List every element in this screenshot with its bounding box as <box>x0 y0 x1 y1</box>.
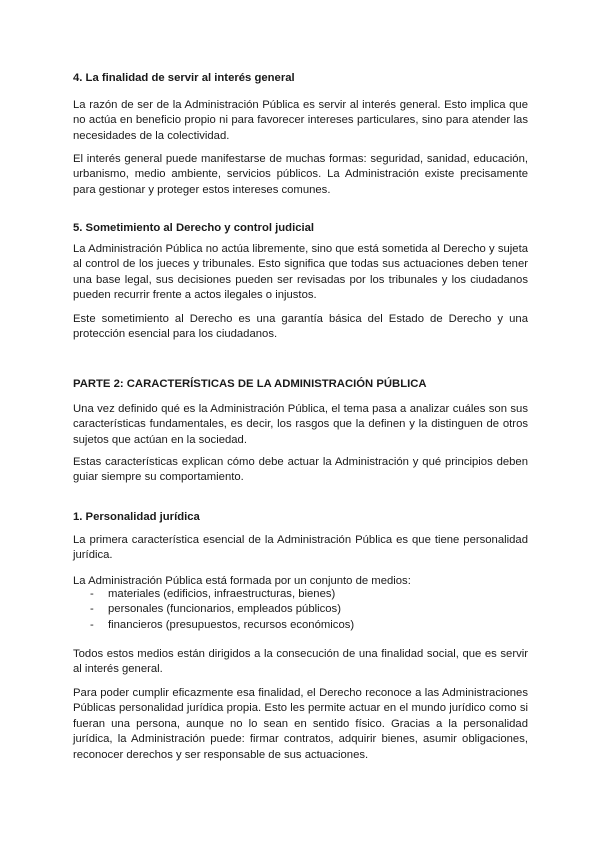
part-2-paragraph-2: Estas características explican cómo debe actuar la Administración y qué principios deben guiar siempre su comportamiento. <box>73 456 528 484</box>
list-item <box>73 618 528 633</box>
list-item-text: materiales (edificios, infraestructuras, bienes) <box>108 588 336 600</box>
section-4-heading: 4. La finalidad de servir al interés general <box>73 72 295 84</box>
section-4-paragraph-2: El interés general puede manifestarse de muchas formas: seguridad, sanidad, educación, urbanismo, medio ambiente, servicios públicos. La Administración existe precisamente para gestionar y proteger estos intereses comunes. <box>73 153 528 196</box>
list-item-text: financieros (presupuestos, recursos económicos) <box>108 618 355 631</box>
section-1-paragraph-1: La primera característica esencial de la Administración Pública es que tiene personalidad jurídica. <box>73 534 528 562</box>
section-1-paragraph-2: Todos estos medios están dirigidos a la consecución de una finalidad social, que es servir al interés general. <box>73 648 528 676</box>
means-list <box>73 587 528 633</box>
section-4-paragraph-1: La razón de ser de la Administración Pública es servir al interés general. Esto implica que no actúa en beneficio propio ni para favorecer intereses particulares, sino para atender las necesidades de la colectividad. <box>73 99 528 142</box>
section-5-heading: 5. Sometimiento al Derecho y control judicial <box>73 222 315 234</box>
part-2-heading: PARTE 2: CARACTERÍSTICAS DE LA ADMINISTRACIÓN PÚBLICA <box>73 378 427 390</box>
list-item <box>73 587 528 602</box>
section-5-paragraph-1: La Administración Pública no actúa libremente, sino que está sometida al Derecho y sujeta al control de los jueces y tribunales. Esto significa que todas sus actuaciones deben tener una base legal, sus decisiones pueden ser revisadas por los tribunales y los ciudadanos pueden recurrir frente a actos ilegales o injustos. <box>73 243 528 302</box>
section-1-list-intro: La Administración Pública está formada por un conjunto de medios: <box>73 575 411 587</box>
list-dash: - <box>90 618 94 631</box>
part-2-paragraph-1: Una vez definido qué es la Administración Pública, el tema pasa a analizar cuáles son sus características fundamentales, es decir, los rasgos que la definen y la distinguen de otros sujetos que actúan en la sociedad. <box>73 403 528 446</box>
section-1-paragraph-3: Para poder cumplir eficazmente esa finalidad, el Derecho reconoce a las Administraciones Públicas personalidad jurídica propia. Esto les permite actuar en el mundo jurídico como si fueran una persona, aunque no lo sean en sentido físico. Gracias a la personalidad jurídica, la Administración puede: firmar contratos, adquirir bienes, asumir obligaciones, reconocer derechos y ser responsable de sus actuaciones. <box>73 687 528 761</box>
section-5-paragraph-2: Este sometimiento al Derecho es una garantía básica del Estado de Derecho y una protección esencial para los ciudadanos. <box>73 313 528 341</box>
section-1-heading: 1. Personalidad jurídica <box>73 511 200 523</box>
list-item <box>73 602 528 617</box>
list-dash: - <box>90 603 94 616</box>
list-dash: - <box>90 588 94 600</box>
list-item-text: personales (funcionarios, empleados públicos) <box>108 603 341 616</box>
